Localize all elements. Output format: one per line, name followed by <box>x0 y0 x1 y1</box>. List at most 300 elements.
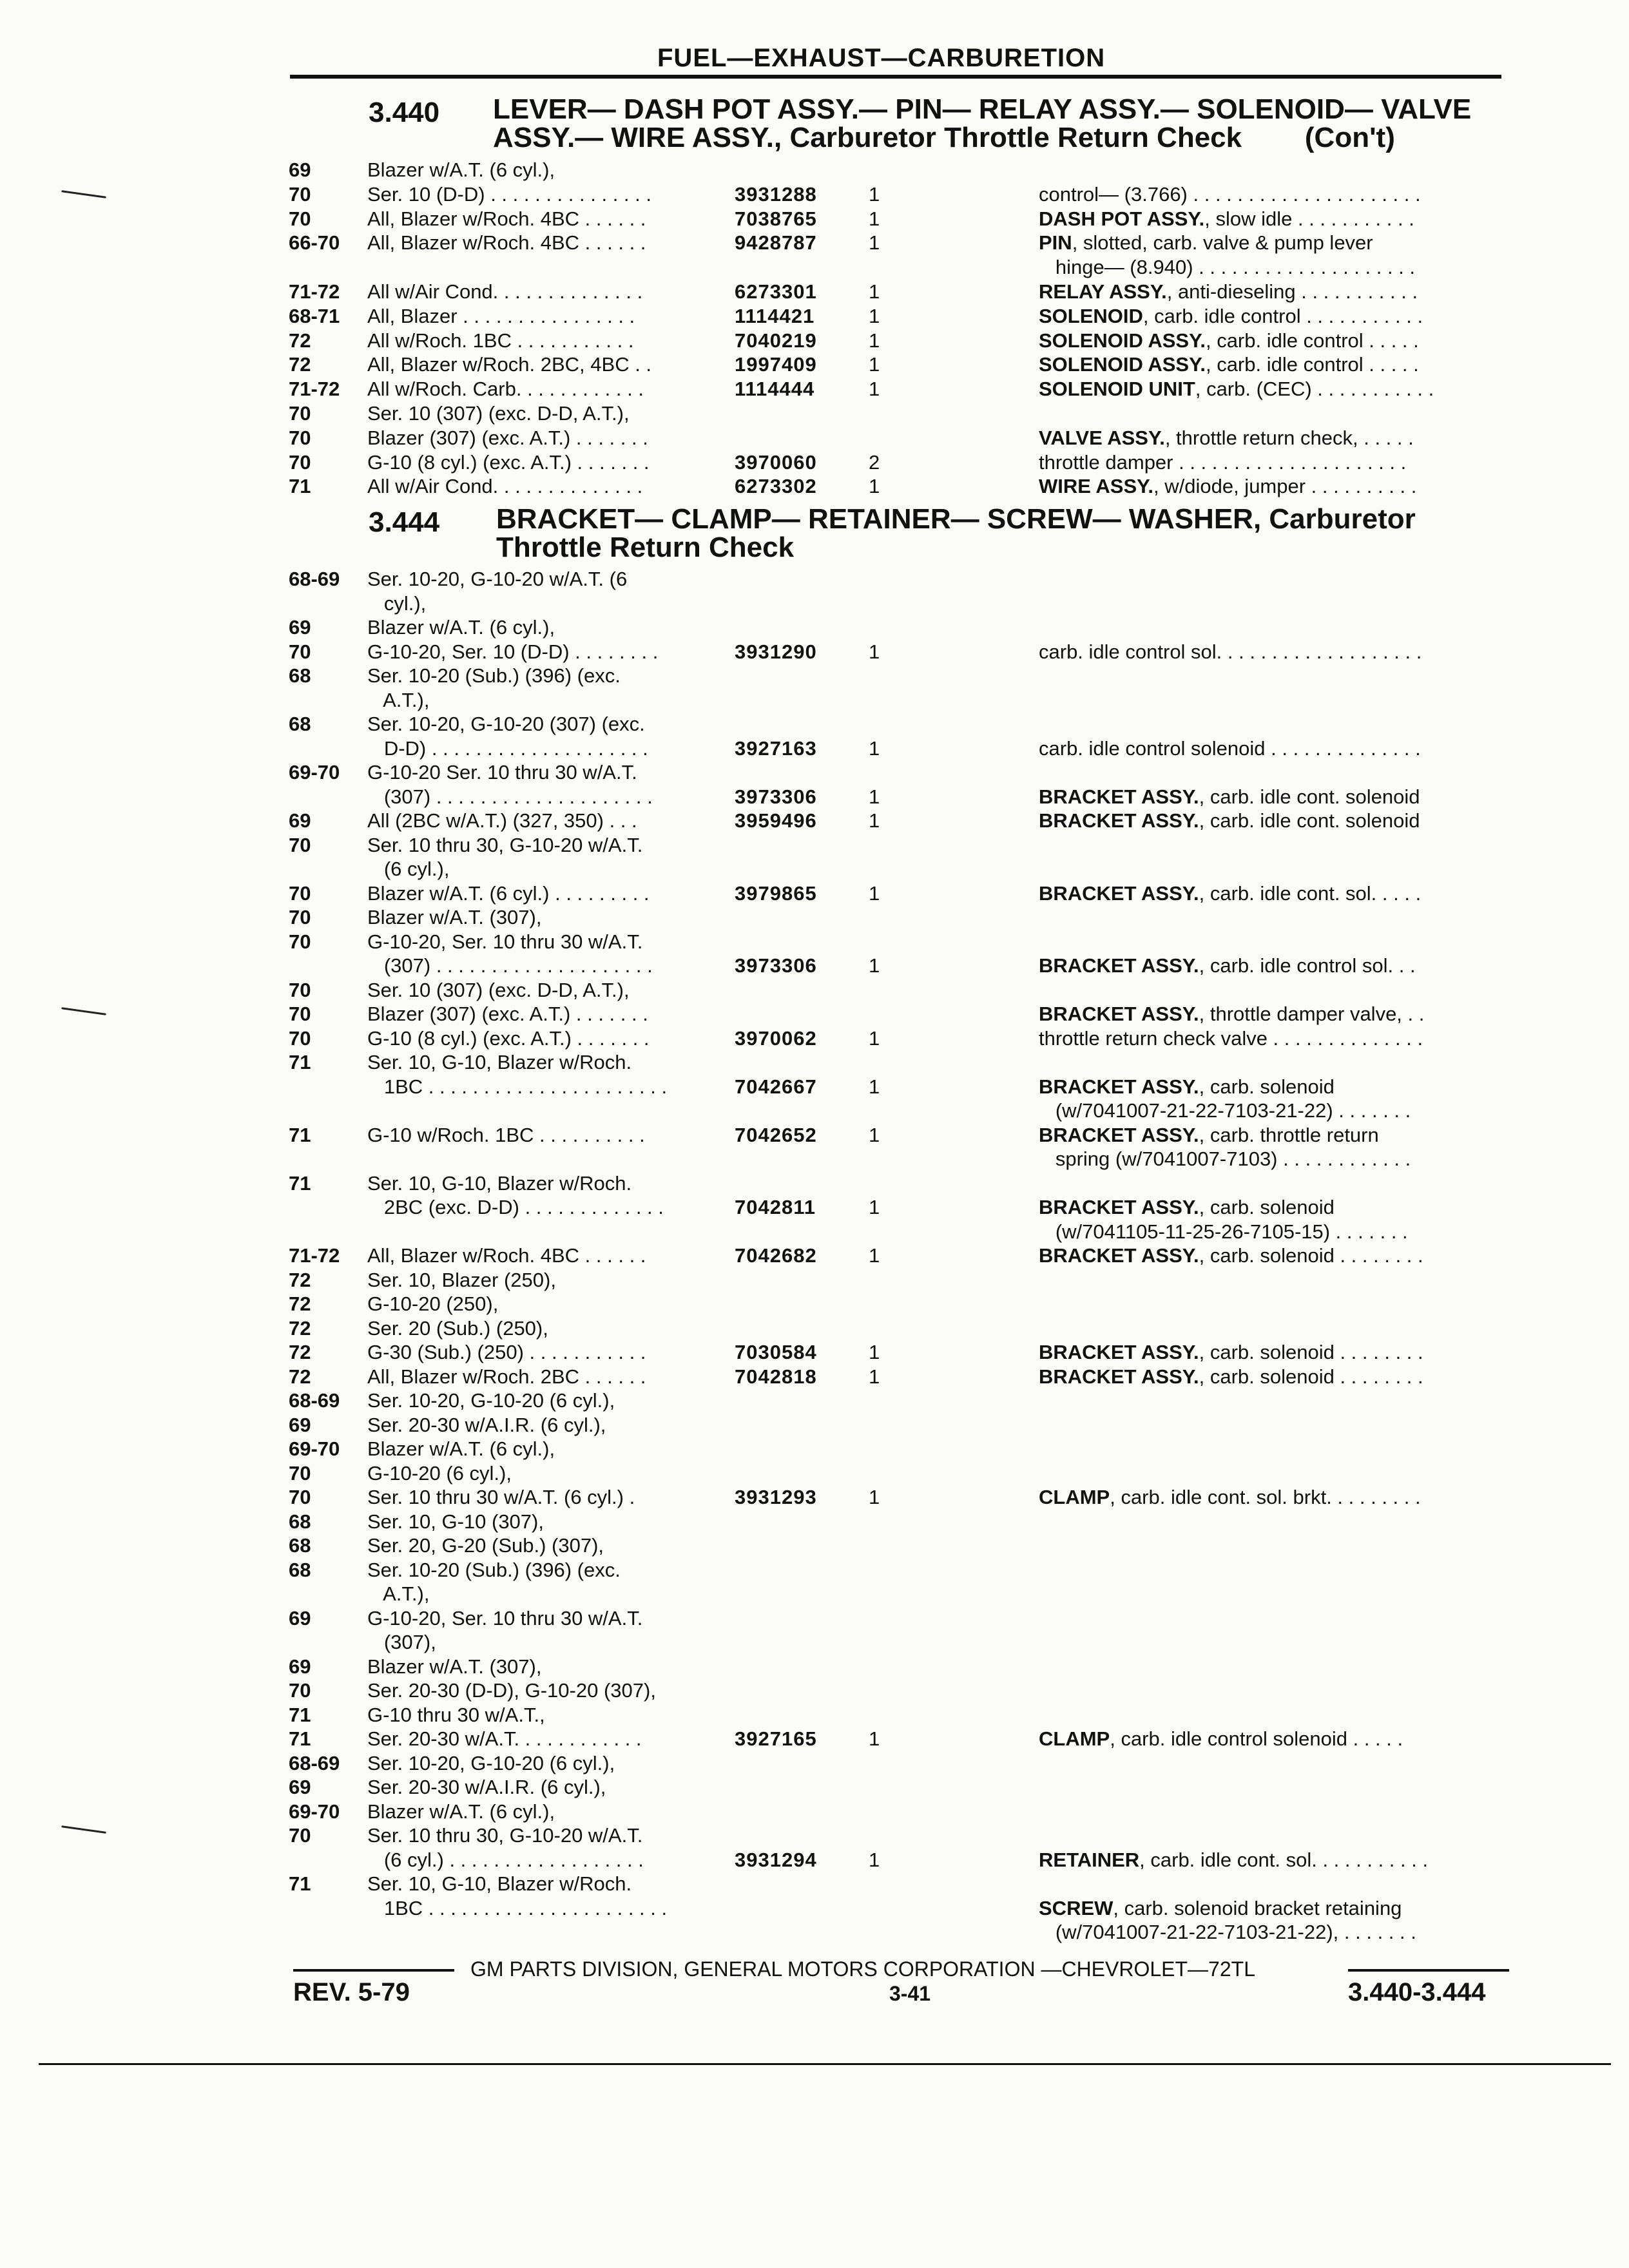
section-title-line: LEVER— DASH POT ASSY.— PIN— RELAY ASSY.— SOLENOID— VALVE <box>493 93 1472 125</box>
parts-row <box>0 1268 1629 1293</box>
year-cell: 68 <box>289 1510 311 1533</box>
parts-row <box>0 1413 1629 1437</box>
description-text: , carb. solenoid <box>1199 1196 1335 1218</box>
description-part-name: SOLENOID ASSY. <box>1039 353 1206 376</box>
parts-row <box>0 1099 1629 1123</box>
parts-row <box>0 1920 1629 1945</box>
parts-row <box>0 1437 1629 1461</box>
part-number-cell: 3931288 <box>735 182 817 206</box>
parts-row <box>0 1461 1629 1486</box>
model-cell: G-10-20, Ser. 10 (D-D) . . . . . . . . <box>367 640 659 663</box>
description-cell <box>1039 1340 1423 1365</box>
description-text: hinge— (8.940) . . . . . . . . . . . . . . . . . . . . <box>1039 256 1416 279</box>
parts-row <box>0 567 1629 591</box>
parts-row <box>0 231 1629 255</box>
model-cell: Blazer w/A.T. (6 cyl.), <box>367 159 555 181</box>
parts-row <box>0 1823 1629 1848</box>
year-cell: 68 <box>289 664 311 687</box>
parts-row <box>0 1220 1629 1244</box>
year-cell: 70 <box>289 402 311 425</box>
description-part-name: RETAINER <box>1039 1848 1140 1871</box>
parts-row <box>0 591 1629 616</box>
parts-row <box>0 1389 1629 1413</box>
quantity-cell: 1 <box>869 1244 880 1267</box>
quantity-cell: 1 <box>869 304 880 327</box>
quantity-cell: 1 <box>869 329 880 352</box>
year-cell: 70 <box>289 426 311 449</box>
model-cell: All w/Roch. Carb. . . . . . . . . . . . <box>367 378 644 401</box>
parts-row <box>0 401 1629 426</box>
description-part-name: BRACKET ASSY. <box>1039 1003 1199 1025</box>
model-cell: All w/Air Cond. . . . . . . . . . . . . . <box>367 280 643 303</box>
description-text: , slow idle . . . . . . . . . . . <box>1204 207 1414 230</box>
description-cell <box>1039 1220 1408 1244</box>
model-cell: cyl.), <box>367 591 427 615</box>
footer-section-range: 3.440-3.444 <box>1348 1978 1486 2006</box>
description-part-name: SOLENOID <box>1039 304 1143 327</box>
description-text: , carb. idle cont. solenoid <box>1199 809 1420 832</box>
parts-row <box>0 1655 1629 1679</box>
model-cell: All, Blazer w/Roch. 4BC . . . . . . <box>367 231 646 255</box>
parts-row <box>0 664 1629 688</box>
parts-row <box>0 833 1629 858</box>
description-text: , carb. solenoid . . . . . . . . <box>1199 1365 1423 1388</box>
model-cell: Ser. 20-30 w/A.I.R. (6 cyl.), <box>367 1776 606 1798</box>
year-cell: 70 <box>289 1486 311 1508</box>
parts-row <box>0 1075 1629 1099</box>
parts-row <box>0 1678 1629 1703</box>
parts-row <box>0 450 1629 475</box>
model-cell: Ser. 20-30 w/A.I.R. (6 cyl.), <box>367 1413 606 1436</box>
year-cell: 71 <box>289 1123 311 1146</box>
model-cell: Ser. 10, G-10 (307), <box>367 1510 544 1533</box>
year-cell: 69-70 <box>289 761 340 783</box>
model-cell: G-10 (8 cyl.) (exc. A.T.) . . . . . . . <box>367 1026 650 1050</box>
page-header-title: FUEL—EXHAUST—CARBURETION <box>657 44 1106 72</box>
description-cell <box>1039 1920 1416 1945</box>
parts-row <box>0 1510 1629 1534</box>
year-cell: 68 <box>289 713 311 735</box>
model-cell: (307) . . . . . . . . . . . . . . . . . . . . <box>367 785 653 808</box>
parts-row <box>0 1896 1629 1921</box>
description-cell <box>1039 1123 1379 1148</box>
model-cell: G-10-20, Ser. 10 thru 30 w/A.T. <box>367 930 643 953</box>
year-cell: 69 <box>289 809 311 832</box>
description-cell <box>1039 1195 1335 1220</box>
model-cell: A.T.), <box>367 688 430 711</box>
part-number-cell: 1997409 <box>735 353 817 376</box>
footer-rule-right <box>1348 1969 1509 1972</box>
description-cell <box>1039 474 1416 499</box>
description-part-name: RELAY ASSY. <box>1039 280 1167 303</box>
parts-row <box>0 857 1629 881</box>
description-cell <box>1039 255 1415 280</box>
quantity-cell: 1 <box>869 353 880 376</box>
description-part-name: BRACKET ASSY. <box>1039 1341 1199 1363</box>
year-cell: 69 <box>289 159 311 181</box>
part-number-cell: 7042682 <box>735 1244 817 1267</box>
year-cell: 71-72 <box>289 1244 340 1267</box>
parts-row <box>0 712 1629 736</box>
model-cell: (6 cyl.) . . . . . . . . . . . . . . . . . . <box>367 1848 644 1871</box>
model-cell: D-D) . . . . . . . . . . . . . . . . . . . . <box>367 736 648 760</box>
model-cell: (307), <box>367 1631 436 1653</box>
model-cell: Ser. 10, G-10, Blazer w/Roch. <box>367 1872 632 1895</box>
description-part-name: WIRE ASSY. <box>1039 475 1153 498</box>
description-cell <box>1039 1896 1402 1921</box>
description-cell <box>1039 785 1420 809</box>
part-number-cell: 3970062 <box>735 1026 817 1050</box>
description-text: , w/diode, jumper . . . . . . . . . . <box>1153 475 1417 498</box>
year-cell: 68-69 <box>289 1751 340 1774</box>
parts-row <box>0 615 1629 640</box>
part-number-cell: 3927163 <box>735 736 817 760</box>
parts-row <box>0 1630 1629 1655</box>
year-cell: 71 <box>289 1703 311 1726</box>
parts-row <box>0 1340 1629 1365</box>
parts-row <box>0 1026 1629 1051</box>
description-text: , carb. idle control solenoid . . . . . <box>1110 1727 1403 1750</box>
year-cell: 70 <box>289 930 311 953</box>
description-cell <box>1039 1026 1423 1051</box>
parts-row <box>0 1872 1629 1896</box>
model-cell: Blazer w/A.T. (307), <box>367 906 542 928</box>
model-cell: Blazer (307) (exc. A.T.) . . . . . . . <box>367 1003 648 1025</box>
quantity-cell: 1 <box>869 1365 880 1388</box>
description-text: (w/7041007-21-22-7103-21-22) . . . . . . . <box>1039 1099 1411 1122</box>
description-cell <box>1039 1002 1424 1026</box>
description-text: throttle damper . . . . . . . . . . . . . . . . . . . . . <box>1039 450 1407 474</box>
description-cell <box>1039 1244 1423 1268</box>
quantity-cell: 1 <box>869 736 880 760</box>
description-text: , carb. idle control . . . . . <box>1205 329 1419 352</box>
parts-row <box>0 1147 1629 1171</box>
year-cell: 70 <box>289 906 311 928</box>
model-cell: Ser. 10-20 (Sub.) (396) (exc. <box>367 1558 621 1581</box>
part-number-cell: 1114421 <box>735 304 815 327</box>
model-cell: All w/Air Cond. . . . . . . . . . . . . . <box>367 475 643 498</box>
section-title-line: ASSY.— WIRE ASSY., Carburetor Throttle Return Check (Con't) <box>493 122 1395 153</box>
model-cell: G-10-20 Ser. 10 thru 30 w/A.T. <box>367 761 637 783</box>
year-cell: 70 <box>289 1026 311 1050</box>
parts-row <box>0 1292 1629 1316</box>
model-cell: Ser. 10 (D-D) . . . . . . . . . . . . . . . <box>367 182 651 206</box>
model-cell: 2BC (exc. D-D) . . . . . . . . . . . . . <box>367 1196 664 1218</box>
description-cell <box>1039 1147 1411 1171</box>
parts-row <box>0 905 1629 930</box>
parts-row <box>0 930 1629 954</box>
description-text: , carb. solenoid <box>1199 1075 1335 1098</box>
description-cell <box>1039 954 1416 978</box>
quantity-cell: 1 <box>869 182 880 206</box>
part-number-cell: 7030584 <box>735 1341 817 1363</box>
description-text: , throttle return check, . . . . . <box>1164 426 1414 449</box>
description-text: , carb. idle cont. sol. brkt. . . . . . . . . <box>1110 1486 1421 1508</box>
description-cell <box>1039 1485 1421 1510</box>
year-cell: 70 <box>289 640 311 663</box>
footer-revision: REV. 5-79 <box>293 1978 410 2006</box>
quantity-cell: 1 <box>869 207 880 230</box>
description-text: , carb. solenoid bracket retaining <box>1113 1896 1402 1919</box>
description-cell <box>1039 280 1418 304</box>
quantity-cell: 1 <box>869 475 880 498</box>
part-number-cell: 7042811 <box>735 1196 816 1218</box>
model-cell: Ser. 20-30 (D-D), G-10-20 (307), <box>367 1679 656 1702</box>
description-cell <box>1039 736 1421 761</box>
year-cell: 72 <box>289 1316 311 1340</box>
year-cell: 70 <box>289 207 311 230</box>
description-part-name: BRACKET ASSY. <box>1039 1365 1199 1388</box>
description-text: , carb. solenoid . . . . . . . . <box>1199 1341 1423 1363</box>
year-cell: 70 <box>289 978 311 1001</box>
description-text: , carb. idle control sol. . . <box>1199 954 1416 977</box>
year-cell: 68 <box>289 1534 311 1557</box>
section-title <box>493 95 1505 152</box>
part-number-cell: 3973306 <box>735 954 817 977</box>
description-part-name: BRACKET ASSY. <box>1039 881 1199 905</box>
model-cell: Blazer w/A.T. (6 cyl.), <box>367 1437 555 1460</box>
model-cell: Ser. 10, G-10, Blazer w/Roch. <box>367 1171 632 1195</box>
description-cell <box>1039 640 1422 664</box>
quantity-cell: 1 <box>869 1026 880 1050</box>
description-part-name: BRACKET ASSY. <box>1039 1244 1199 1267</box>
parts-row <box>0 978 1629 1003</box>
part-number-cell: 3979865 <box>735 881 817 905</box>
parts-row <box>0 1533 1629 1558</box>
model-cell: G-10 thru 30 w/A.T., <box>367 1703 545 1726</box>
year-cell: 68-69 <box>289 1389 340 1412</box>
description-text: throttle return check valve . . . . . . . . . . . . . . <box>1039 1026 1423 1050</box>
parts-row <box>0 809 1629 833</box>
year-cell: 72 <box>289 1365 311 1388</box>
year-cell: 69-70 <box>289 1437 340 1460</box>
quantity-cell: 1 <box>869 881 880 905</box>
description-text: carb. idle control solenoid . . . . . . . . . . . . . . <box>1039 736 1421 760</box>
quantity-cell: 1 <box>869 1848 880 1871</box>
description-text: , carb. idle control . . . . . <box>1205 353 1419 376</box>
part-number-cell: 3973306 <box>735 785 817 808</box>
description-part-name: CLAMP <box>1039 1727 1110 1750</box>
model-cell: 1BC . . . . . . . . . . . . . . . . . . . . . . <box>367 1075 668 1098</box>
year-cell: 72 <box>289 329 311 352</box>
quantity-cell: 2 <box>869 450 880 474</box>
section-title-line: BRACKET— CLAMP— RETAINER— SCREW— WASHER, Carburetor <box>496 503 1416 535</box>
section-title <box>496 505 1508 562</box>
header-rule <box>290 75 1501 79</box>
description-part-name: BRACKET ASSY. <box>1039 1123 1199 1146</box>
description-part-name: BRACKET ASSY. <box>1039 954 1199 977</box>
quantity-cell: 1 <box>869 809 880 832</box>
part-number-cell: 1114444 <box>735 378 815 401</box>
parts-row <box>0 760 1629 785</box>
year-cell: 72 <box>289 353 311 376</box>
parts-row <box>0 1848 1629 1872</box>
description-text: , carb. solenoid . . . . . . . . <box>1199 1244 1423 1267</box>
quantity-cell: 1 <box>869 954 880 977</box>
parts-row <box>0 736 1629 761</box>
quantity-cell: 1 <box>869 280 880 303</box>
model-cell: Blazer w/A.T. (6 cyl.), <box>367 1800 555 1823</box>
description-text: , carb. idle control . . . . . . . . . . . <box>1142 304 1423 327</box>
year-cell: 70 <box>289 1824 311 1847</box>
parts-row <box>0 377 1629 401</box>
description-cell <box>1039 450 1406 475</box>
part-number-cell: 3931294 <box>735 1848 817 1871</box>
part-number-cell: 6273302 <box>735 475 817 498</box>
parts-row <box>0 255 1629 280</box>
model-cell: All, Blazer w/Roch. 4BC . . . . . . <box>367 207 646 230</box>
year-cell: 66-70 <box>289 231 340 255</box>
parts-row <box>0 1775 1629 1800</box>
parts-row <box>0 329 1629 353</box>
year-cell: 71-72 <box>289 378 340 401</box>
parts-row <box>0 1727 1629 1751</box>
model-cell: Ser. 10 thru 30, G-10-20 w/A.T. <box>367 833 643 856</box>
year-cell: 69 <box>289 1413 311 1436</box>
quantity-cell: 1 <box>869 1341 880 1363</box>
part-number-cell: 9428787 <box>735 231 817 255</box>
description-cell <box>1039 1099 1411 1123</box>
description-cell <box>1039 231 1373 255</box>
year-cell: 70 <box>289 182 311 206</box>
model-cell: Ser. 10 thru 30 w/A.T. (6 cyl.) . <box>367 1486 635 1508</box>
parts-row <box>0 474 1629 499</box>
parts-row <box>0 304 1629 329</box>
year-cell: 68-71 <box>289 304 340 327</box>
year-cell: 70 <box>289 833 311 856</box>
part-number-cell: 3931290 <box>735 640 817 663</box>
quantity-cell: 1 <box>869 1486 880 1508</box>
year-cell: 70 <box>289 1461 311 1485</box>
model-cell: Ser. 20 (Sub.) (250), <box>367 1316 548 1340</box>
description-cell <box>1039 1848 1428 1872</box>
parts-row <box>0 1582 1629 1606</box>
part-number-cell: 7040219 <box>735 329 817 352</box>
parts-row <box>0 1050 1629 1075</box>
description-cell <box>1039 881 1421 906</box>
model-cell: All, Blazer w/Roch. 4BC . . . . . . <box>367 1244 646 1267</box>
model-cell: Ser. 10-20 (Sub.) (396) (exc. <box>367 664 621 687</box>
description-part-name: SOLENOID ASSY. <box>1039 329 1206 352</box>
year-cell: 71 <box>289 475 311 498</box>
description-text: , carb. idle cont. sol. . . . . . . . . . . <box>1139 1848 1429 1871</box>
year-cell: 69 <box>289 1606 311 1629</box>
description-text: spring (w/7041007-7103) . . . . . . . . . . . . <box>1039 1148 1411 1170</box>
model-cell: Ser. 20, G-20 (Sub.) (307), <box>367 1534 604 1557</box>
part-number-cell: 7042667 <box>735 1075 817 1098</box>
year-cell: 68-69 <box>289 568 340 590</box>
footer-rule-left <box>293 1969 454 1972</box>
quantity-cell: 1 <box>869 640 880 663</box>
description-text: , carb. throttle return <box>1199 1123 1379 1146</box>
model-cell: Ser. 10-20, G-10-20 w/A.T. (6 <box>367 568 628 590</box>
parts-row <box>0 1171 1629 1196</box>
year-cell: 72 <box>289 1268 311 1291</box>
parts-row <box>0 1485 1629 1510</box>
description-cell <box>1039 1075 1335 1099</box>
parts-row <box>0 426 1629 450</box>
model-cell: G-30 (Sub.) (250) . . . . . . . . . . . <box>367 1341 646 1363</box>
model-cell: Blazer (307) (exc. A.T.) . . . . . . . <box>367 426 648 449</box>
description-part-name: BRACKET ASSY. <box>1039 1075 1199 1098</box>
description-cell <box>1039 809 1420 833</box>
model-cell: A.T.), <box>367 1582 430 1605</box>
parts-row <box>0 1606 1629 1631</box>
year-cell: 72 <box>289 1341 311 1363</box>
part-number-cell: 3927165 <box>735 1727 817 1750</box>
model-cell: Ser. 10 (307) (exc. D-D, A.T.), <box>367 402 630 425</box>
description-part-name: VALVE ASSY. <box>1039 426 1165 449</box>
description-cell <box>1039 377 1434 401</box>
model-cell: G-10 w/Roch. 1BC . . . . . . . . . . <box>367 1123 645 1146</box>
parts-row <box>0 785 1629 809</box>
parts-row <box>0 1703 1629 1727</box>
year-cell: 69 <box>289 1655 311 1678</box>
year-cell: 68 <box>289 1558 311 1581</box>
section-number: 3.444 <box>369 506 440 538</box>
year-cell: 70 <box>289 1003 311 1025</box>
description-part-name: BRACKET ASSY. <box>1039 809 1199 832</box>
model-cell: Ser. 10-20, G-10-20 (6 cyl.), <box>367 1389 615 1412</box>
part-number-cell: 7038765 <box>735 207 817 230</box>
part-number-cell: 6273301 <box>735 280 817 303</box>
description-part-name: CLAMP <box>1039 1486 1110 1508</box>
description-text: (w/7041105-11-25-26-7105-15) . . . . . . . <box>1039 1220 1408 1243</box>
description-cell <box>1039 426 1414 450</box>
model-cell: G-10-20, Ser. 10 thru 30 w/A.T. <box>367 1606 643 1629</box>
parts-row <box>0 1316 1629 1341</box>
section-number: 3.440 <box>369 97 440 128</box>
model-cell: Ser. 10, Blazer (250), <box>367 1268 556 1291</box>
parts-row <box>0 1558 1629 1582</box>
parts-row <box>0 688 1629 713</box>
parts-row <box>0 1751 1629 1776</box>
description-text: carb. idle control sol. . . . . . . . . . . . . . . . . . . <box>1039 640 1422 663</box>
model-cell: Blazer w/A.T. (307), <box>367 1655 542 1678</box>
model-cell: Blazer w/A.T. (6 cyl.), <box>367 616 555 639</box>
part-number-cell: 7042818 <box>735 1365 817 1388</box>
part-number-cell: 7042652 <box>735 1123 817 1146</box>
quantity-cell: 1 <box>869 231 880 255</box>
model-cell: All, Blazer w/Roch. 2BC, 4BC . . <box>367 353 652 376</box>
page-number: 3-41 <box>889 1982 931 2005</box>
description-cell <box>1039 1365 1423 1389</box>
description-cell <box>1039 329 1419 353</box>
model-cell: (307) . . . . . . . . . . . . . . . . . . . . <box>367 954 653 977</box>
page-bottom-rule <box>39 2063 1611 2065</box>
section-title-line: Throttle Return Check <box>496 532 795 563</box>
parts-row <box>0 158 1629 182</box>
parts-row <box>0 640 1629 664</box>
parts-row <box>0 954 1629 978</box>
model-cell: G-10-20 (6 cyl.), <box>367 1461 512 1485</box>
model-cell: All, Blazer w/Roch. 2BC . . . . . . <box>367 1365 646 1388</box>
parts-row <box>0 280 1629 304</box>
description-part-name: SCREW <box>1039 1896 1113 1919</box>
model-cell: Ser. 10, G-10, Blazer w/Roch. <box>367 1051 632 1073</box>
description-part-name: BRACKET ASSY. <box>1039 785 1199 808</box>
description-text: control— (3.766) . . . . . . . . . . . . . . . . . . . . . <box>1039 182 1421 206</box>
part-number-cell: 3931293 <box>735 1486 817 1508</box>
year-cell: 69-70 <box>289 1800 340 1823</box>
description-text: , carb. idle cont. sol. . . . . <box>1199 881 1422 905</box>
parts-row <box>0 881 1629 906</box>
description-text: , throttle damper valve, . . <box>1199 1003 1425 1025</box>
year-cell: 69 <box>289 616 311 639</box>
parts-row <box>0 1244 1629 1268</box>
description-part-name: PIN <box>1039 231 1072 255</box>
quantity-cell: 1 <box>869 1727 880 1750</box>
